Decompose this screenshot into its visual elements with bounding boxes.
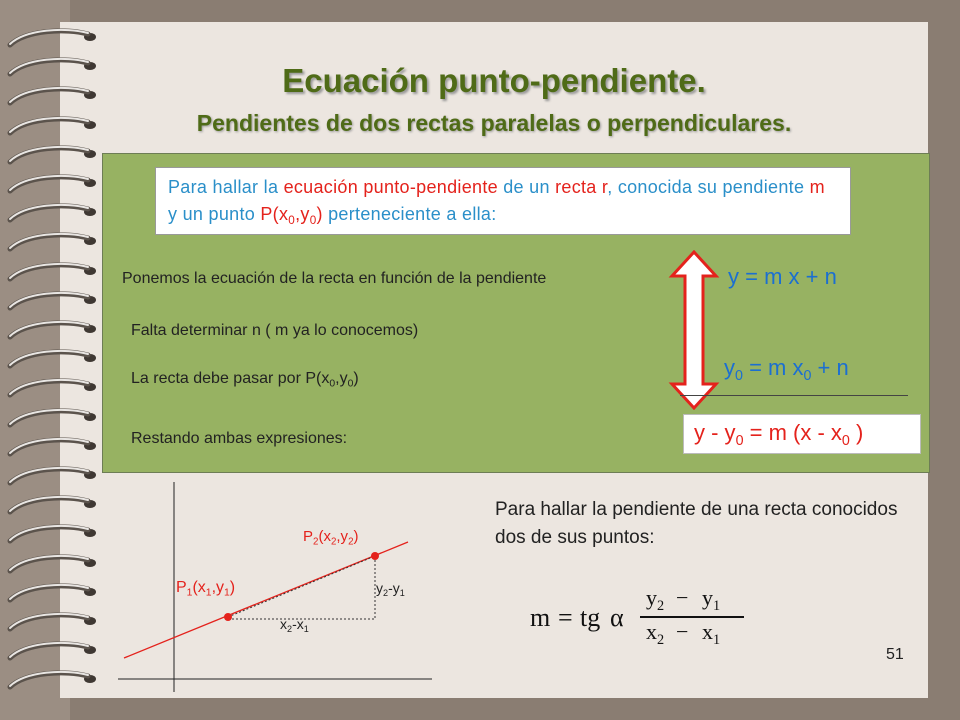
spiral-coil — [6, 583, 98, 603]
step-4: Restando ambas expresiones: — [131, 430, 348, 447]
equation-slope-form: y = m x + n — [728, 264, 837, 289]
spiral-coil — [6, 232, 98, 252]
step-2: Falta determinar n ( m ya lo conocemos) — [131, 322, 419, 339]
spiral-coil — [6, 437, 98, 457]
spiral-coil — [6, 408, 98, 428]
page-title: Ecuación punto-pendiente. — [282, 62, 706, 99]
intro-box: Para hallar la ecuación punto-pendiente de un recta r, conocida su pendiente m y un punto $P(x_0,y_0)$ perteneciente a ella: — [155, 167, 851, 235]
slope-instructions: Para hallar la pendiente de una recta conocidos dos de sus puntos: — [495, 499, 898, 548]
spiral-coil — [6, 670, 98, 690]
spiral-coil — [6, 378, 98, 398]
step-1: Ponemos la ecuación de la recta en función de la pendiente — [122, 270, 547, 287]
spiral-coil — [6, 495, 98, 515]
spiral-coil — [6, 554, 98, 574]
spiral-coil — [6, 320, 98, 340]
spiral-coil — [6, 145, 98, 165]
spiral-coil — [6, 524, 98, 544]
page-subtitle: Pendientes de dos rectas paralelas o perpendiculares. — [196, 110, 792, 136]
spiral-coil — [6, 612, 98, 632]
spiral-coil — [6, 349, 98, 369]
spiral-coil — [6, 641, 98, 661]
double-arrow-icon — [668, 250, 720, 410]
equation-point-slope: $y - y_0 = m$ ($x - x_0$ ) — [683, 414, 921, 454]
spiral-coil — [6, 174, 98, 194]
step-3: La recta debe pasar por $P(x_0,y_0)$ — [131, 370, 359, 390]
point-p2 — [371, 552, 379, 560]
spiral-coil — [6, 466, 98, 486]
page-number: 51 — [886, 646, 904, 663]
spiral-coil — [6, 291, 98, 311]
equation-point: $y_0 = m$ $x_0 + n$ — [724, 355, 849, 384]
point-p1 — [224, 613, 232, 621]
spiral-coil — [6, 203, 98, 223]
spiral-coil — [6, 28, 98, 48]
slope-formula: m = tg α $y_2$ − $y_1$ $x_2$ − $x_1$ — [530, 583, 750, 653]
subtraction-line — [680, 395, 908, 396]
spiral-coil — [6, 262, 98, 282]
fraction-bar — [640, 616, 744, 618]
label-p1: $P_1(x_1,y_1)$ — [176, 579, 236, 599]
label-p2: $P_2(x_2,y_2)$ — [303, 528, 359, 548]
label-dy: $y_2-y_1$ — [376, 580, 405, 599]
label-dx: $x_2-x_1$ — [280, 616, 309, 635]
